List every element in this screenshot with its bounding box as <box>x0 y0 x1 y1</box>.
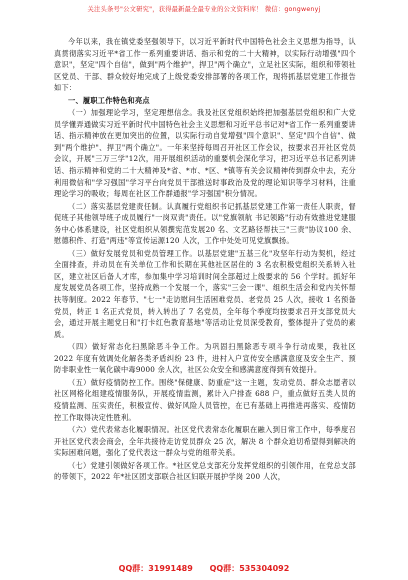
document-body <box>54 36 356 483</box>
footer-qq-group-2: QQ群：535304092 <box>209 564 290 573</box>
footer-qq-group-1: QQ群：31991489 <box>118 564 193 573</box>
header-notice: 关注头条号"公文研究"，获得最新最全最专业的公文资料库！ 微信：gongwenyj <box>87 6 321 13</box>
paragraph-theory-study: （一）加强理论学习，坚定理想信念。我及社区党组织始终把加强基层党组织和广大党员学懂弄通做实习近平新时代中国特色社会主义思想和习近平总书记对*省工作一系列重要讲话、指示精神放在更加突出的位置，以实际行动自觉增强"四个意识"、坚定"四个自信"、做到"两个维护"、捍卫"两个确立"。一年来坚持每周召开社区工作会议，按要求召开社区党员会议，开展"三万三学"12次，用开展组织活动的重要机会深化学习，把习近平总书记系列讲话、指示精神和党的二十大精神及*省、*市、*区、*镇等有关会议精神传到群众中去，充分利用微信和"学习强国"学习平台向党员干部推送时事政治及党的理论知识等学习材料，注重理论学习的吸收；每周在社区工作群通报"学习强国"积分情况。 <box>54 108 356 199</box>
paragraph-intro: 今年以来，我在镇党委坚强领导下，以习近平新时代中国特色社会主义思想为指导，认真贯彻落实习近平*省工作一系列重要讲话、指示和党的二十大精神，以实际行动增强"四个意识"，坚定"四个自信"，做到"两个维护"，捍卫"两个确立"，立足社区实际，组织和带领社区党员、干部、群众较好地完成了上级党委安排部署的各项工作，现将抓基层党建工作报告如下： <box>54 37 356 93</box>
paragraph-party-members: （三）做好发展党员和党员管理工作。以基层党建"五基三化"攻坚年行动为契机，经过全面排查，并动员在有关单位工作和长期在其他社区居住的 3 名农积极党组织关系转入社区，建立社区后备人才库，参加集中学习培训时间全部超过上级要求的 56 个学时。抓好年度发展党员各项工作，坚持成熟一个发展一个，落实"三会一课"、组织生活会和党内关怀帮扶等制度。2022 年春节、"七一"走访慰问生活困难党员、老党员 25 人次，接收 1 名预备党员，转正 1 名正式党员，转入转出了 7 名党员，全年每个季度均按要求召开支部党员大会，通过开展主题党日和"打卡红色教育基地"等活动让党员深受教育，整体提升了党员的素质。 <box>54 248 356 339</box>
paragraph-epidemic: （五）做好疫情防控工作。围绕"保健康、防重症"这一主题，发动党员、群众志愿者以社区网格化组建疫情服务队，开展疫情监测，累计入户排查 688 户，重点做好五类人员的疫情监测、压实责任，积极宣传、做好风险人员管控，在已有基础上再推进再落实、疫情防控工作取得决定性胜利。 <box>54 377 356 422</box>
paragraph-responsibility: （二）落实基层党建责任制。认真履行党组织书记抓基层党建工作第一责任人职责，督促班子其他领导班子成员履行"一岗双责"责任。以"党旗领航 书记领路"行动有效推进党建服务中心体系建设，社区党组织从领撰宪范发展20 名、文艺路径帮扶三"三责"协议100 余、慰德积件、打造"两违"等宣传运源120 人次，工作中处处可见党旗飘扬。 <box>54 201 356 246</box>
paragraph-anti-crime: （四）做好常态化扫黑除恶斗争工作。为巩固扫黑除恶专项斗争行动成果，我社区 2022 年度有效调处化解各类矛盾纠纷 23 件，进村入户宣传安全感满意度及安全生产、预防非职业性一氧化碳中毒9000 余人次，社区公众安全和感满意度得到有效提升。 <box>54 342 356 375</box>
paragraph-representatives: （六）党代表常态化履职情况。社区党代表常态化履职在融入到日常工作中，每季度召开社区党代表会商会，全年共接待走访党员群众 25 次，解决 8 个群众迫切希望得到解决的实际困难问题，强化了党代表这一群众与党的组带关系。 <box>54 425 356 458</box>
paragraph-leadership: （七）党建引领做好各项工作。*社区党总支部充分发挥党组织的引领作用，在党总支部的带领下，2022 年*社区团支部联合社区妇联开展护学岗 200 人次， <box>54 460 356 482</box>
footer-contacts <box>0 563 408 574</box>
section-heading: 一、履职工作特色和亮点 <box>68 95 150 105</box>
